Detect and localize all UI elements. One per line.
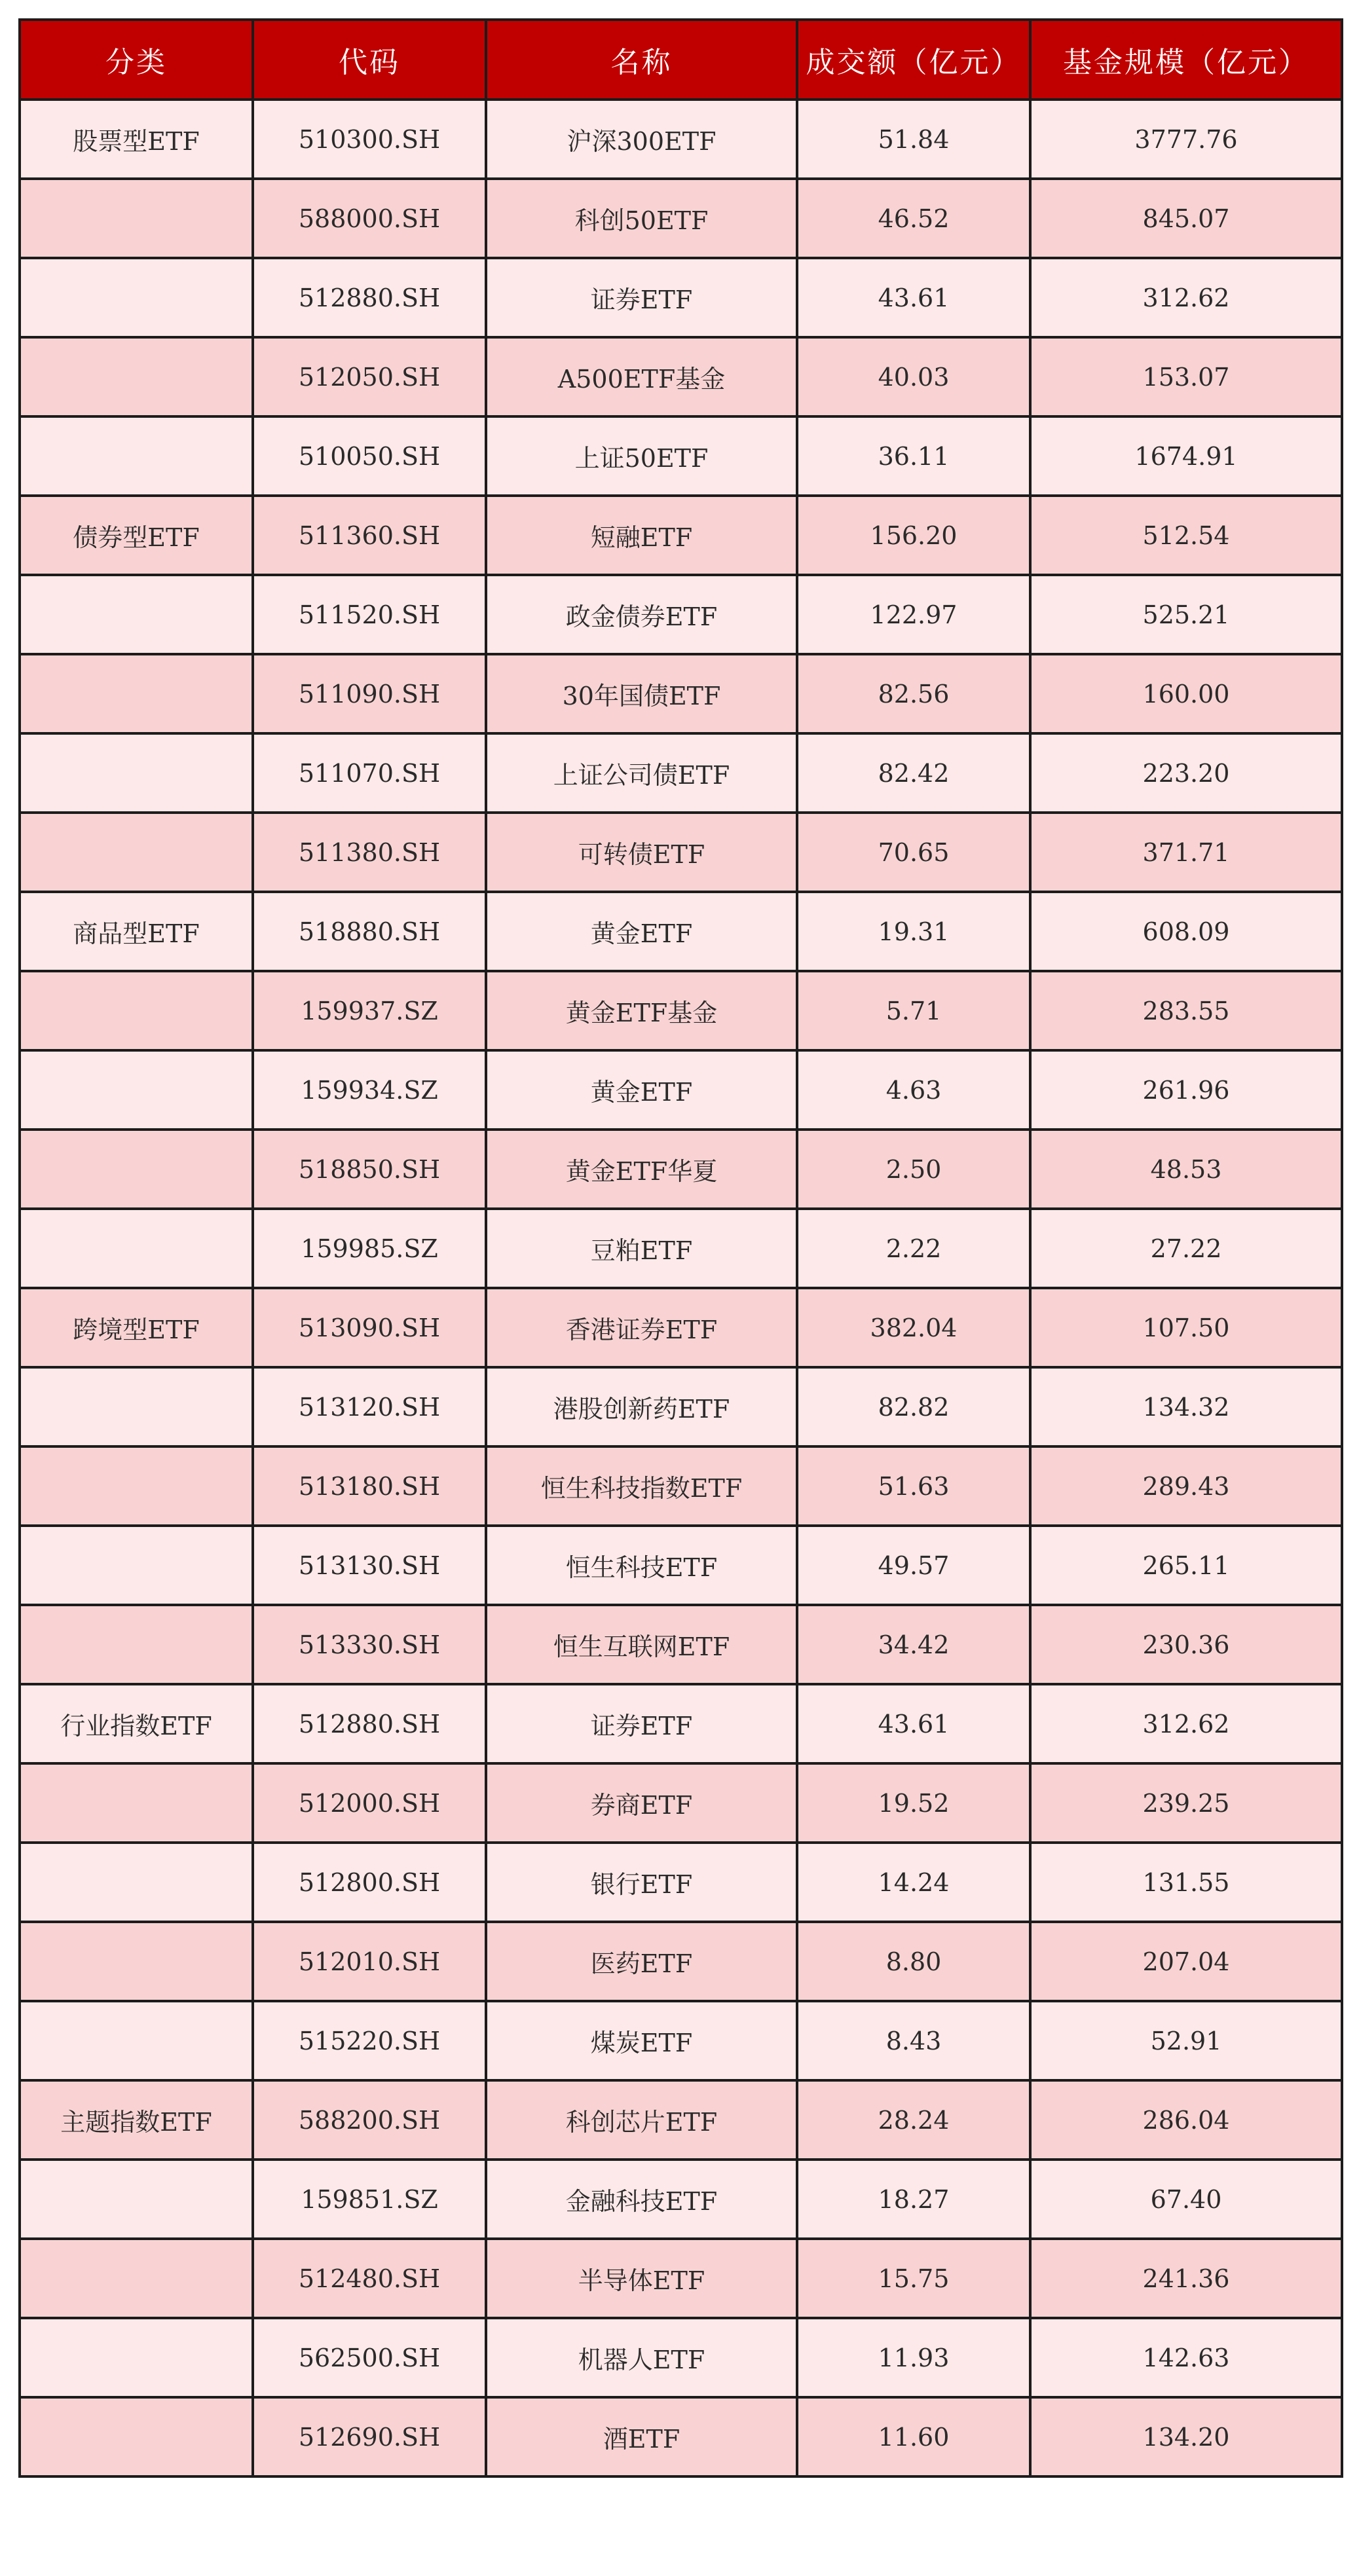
fund-size-cell: 107.50 [1030,1288,1342,1367]
name-cell: 银行ETF [486,1843,797,1922]
category-cell [20,416,253,496]
code-cell: 159934.SZ [253,1050,486,1130]
etf-table-container [18,18,1341,2478]
fund-size-cell: 845.07 [1030,179,1342,258]
fund-size-cell: 160.00 [1030,654,1342,733]
category-cell [20,1209,253,1288]
name-cell: 黄金ETF华夏 [486,1130,797,1209]
code-cell: 512010.SH [253,1922,486,2001]
table-row [20,1209,1342,1288]
turnover-cell: 51.84 [797,100,1030,179]
name-cell: 港股创新药ETF [486,1367,797,1446]
table-row [20,2160,1342,2239]
category-cell [20,813,253,892]
fund-size-cell: 241.36 [1030,2239,1342,2318]
code-cell: 511090.SH [253,654,486,733]
table-row [20,575,1342,654]
category-cell [20,2001,253,2080]
name-cell: 金融科技ETF [486,2160,797,2239]
turnover-cell: 15.75 [797,2239,1030,2318]
fund-size-cell: 608.09 [1030,892,1342,971]
table-body [20,100,1342,2476]
name-cell: 沪深300ETF [486,100,797,179]
fund-size-cell: 3777.76 [1030,100,1342,179]
table-row [20,654,1342,733]
code-cell: 513130.SH [253,1526,486,1605]
name-cell: 30年国债ETF [486,654,797,733]
category-cell [20,2318,253,2397]
category-cell [20,1526,253,1605]
table-row [20,1605,1342,1684]
code-cell: 512880.SH [253,1684,486,1763]
category-cell [20,1605,253,1684]
name-cell: 黄金ETF基金 [486,971,797,1050]
table-row [20,416,1342,496]
code-cell: 512800.SH [253,1843,486,1922]
table-row [20,2239,1342,2318]
turnover-cell: 34.42 [797,1605,1030,1684]
turnover-cell: 70.65 [797,813,1030,892]
turnover-cell: 46.52 [797,179,1030,258]
name-cell: A500ETF基金 [486,337,797,416]
name-cell: 科创芯片ETF [486,2080,797,2160]
name-cell: 半导体ETF [486,2239,797,2318]
table-row [20,1843,1342,1922]
turnover-cell: 51.63 [797,1446,1030,1526]
fund-size-cell: 27.22 [1030,1209,1342,1288]
category-cell [20,2160,253,2239]
turnover-cell: 11.60 [797,2397,1030,2476]
code-cell: 518880.SH [253,892,486,971]
table-row [20,1050,1342,1130]
category-cell [20,1763,253,1843]
fund-size-cell: 1674.91 [1030,416,1342,496]
fund-size-cell: 525.21 [1030,575,1342,654]
turnover-cell: 18.27 [797,2160,1030,2239]
name-cell: 恒生科技指数ETF [486,1446,797,1526]
table-row [20,971,1342,1050]
table-row [20,337,1342,416]
turnover-cell: 28.24 [797,2080,1030,2160]
table-header [20,20,1342,100]
code-cell: 513090.SH [253,1288,486,1367]
table-row [20,1288,1342,1367]
etf-ranking-table [18,18,1343,2478]
header-turnover: 成交额（亿元） [797,20,1030,100]
table-row [20,496,1342,575]
table-row [20,1922,1342,2001]
code-cell: 510050.SH [253,416,486,496]
turnover-cell: 40.03 [797,337,1030,416]
table-row [20,2080,1342,2160]
table-row [20,1684,1342,1763]
code-cell: 159985.SZ [253,1209,486,1288]
turnover-cell: 2.22 [797,1209,1030,1288]
table-row [20,892,1342,971]
code-cell: 513330.SH [253,1605,486,1684]
turnover-cell: 43.61 [797,1684,1030,1763]
category-cell [20,337,253,416]
turnover-cell: 43.61 [797,258,1030,337]
turnover-cell: 82.82 [797,1367,1030,1446]
name-cell: 香港证券ETF [486,1288,797,1367]
name-cell: 证券ETF [486,258,797,337]
table-row [20,1526,1342,1605]
fund-size-cell: 230.36 [1030,1605,1342,1684]
name-cell: 煤炭ETF [486,2001,797,2080]
code-cell: 512690.SH [253,2397,486,2476]
code-cell: 562500.SH [253,2318,486,2397]
code-cell: 159937.SZ [253,971,486,1050]
table-row [20,733,1342,813]
table-row [20,1446,1342,1526]
name-cell: 恒生互联网ETF [486,1605,797,1684]
table-row [20,2397,1342,2476]
code-cell: 511380.SH [253,813,486,892]
table-row [20,1130,1342,1209]
code-cell: 512050.SH [253,337,486,416]
category-cell [20,2397,253,2476]
fund-size-cell: 134.32 [1030,1367,1342,1446]
fund-size-cell: 289.43 [1030,1446,1342,1526]
category-cell [20,575,253,654]
name-cell: 证券ETF [486,1684,797,1763]
turnover-cell: 14.24 [797,1843,1030,1922]
fund-size-cell: 52.91 [1030,2001,1342,2080]
table-row [20,813,1342,892]
code-cell: 515220.SH [253,2001,486,2080]
code-cell: 513180.SH [253,1446,486,1526]
table-row [20,100,1342,179]
table-row [20,2318,1342,2397]
fund-size-cell: 371.71 [1030,813,1342,892]
code-cell: 511070.SH [253,733,486,813]
name-cell: 可转债ETF [486,813,797,892]
turnover-cell: 82.42 [797,733,1030,813]
code-cell: 510300.SH [253,100,486,179]
table-row [20,258,1342,337]
code-cell: 588000.SH [253,179,486,258]
category-cell [20,179,253,258]
turnover-cell: 5.71 [797,971,1030,1050]
name-cell: 黄金ETF [486,892,797,971]
header-code: 代码 [253,20,486,100]
name-cell: 黄金ETF [486,1050,797,1130]
turnover-cell: 19.52 [797,1763,1030,1843]
turnover-cell: 2.50 [797,1130,1030,1209]
name-cell: 上证50ETF [486,416,797,496]
category-cell [20,1367,253,1446]
turnover-cell: 11.93 [797,2318,1030,2397]
code-cell: 518850.SH [253,1130,486,1209]
category-cell [20,1446,253,1526]
fund-size-cell: 239.25 [1030,1763,1342,1843]
table-row [20,1763,1342,1843]
name-cell: 政金债券ETF [486,575,797,654]
category-cell [20,733,253,813]
turnover-cell: 36.11 [797,416,1030,496]
name-cell: 上证公司债ETF [486,733,797,813]
code-cell: 511520.SH [253,575,486,654]
category-cell [20,1130,253,1209]
category-cell: 主题指数ETF [20,2080,253,2160]
category-cell: 行业指数ETF [20,1684,253,1763]
category-cell [20,1050,253,1130]
category-cell [20,1843,253,1922]
category-cell: 商品型ETF [20,892,253,971]
header-name: 名称 [486,20,797,100]
turnover-cell: 82.56 [797,654,1030,733]
turnover-cell: 4.63 [797,1050,1030,1130]
code-cell: 588200.SH [253,2080,486,2160]
name-cell: 短融ETF [486,496,797,575]
code-cell: 513120.SH [253,1367,486,1446]
fund-size-cell: 153.07 [1030,337,1342,416]
header-fund-size: 基金规模（亿元） [1030,20,1342,100]
turnover-cell: 8.43 [797,2001,1030,2080]
name-cell: 恒生科技ETF [486,1526,797,1605]
fund-size-cell: 223.20 [1030,733,1342,813]
category-cell [20,2239,253,2318]
fund-size-cell: 142.63 [1030,2318,1342,2397]
name-cell: 医药ETF [486,1922,797,2001]
turnover-cell: 382.04 [797,1288,1030,1367]
name-cell: 酒ETF [486,2397,797,2476]
category-cell [20,971,253,1050]
category-cell [20,1922,253,2001]
category-cell: 债券型ETF [20,496,253,575]
fund-size-cell: 207.04 [1030,1922,1342,2001]
name-cell: 券商ETF [486,1763,797,1843]
turnover-cell: 19.31 [797,892,1030,971]
code-cell: 512880.SH [253,258,486,337]
code-cell: 511360.SH [253,496,486,575]
header-category: 分类 [20,20,253,100]
code-cell: 512480.SH [253,2239,486,2318]
name-cell: 科创50ETF [486,179,797,258]
fund-size-cell: 131.55 [1030,1843,1342,1922]
turnover-cell: 8.80 [797,1922,1030,2001]
turnover-cell: 122.97 [797,575,1030,654]
code-cell: 512000.SH [253,1763,486,1843]
fund-size-cell: 283.55 [1030,971,1342,1050]
fund-size-cell: 134.20 [1030,2397,1342,2476]
fund-size-cell: 512.54 [1030,496,1342,575]
table-row [20,1367,1342,1446]
name-cell: 豆粕ETF [486,1209,797,1288]
category-cell: 跨境型ETF [20,1288,253,1367]
turnover-cell: 156.20 [797,496,1030,575]
category-cell [20,654,253,733]
fund-size-cell: 312.62 [1030,258,1342,337]
fund-size-cell: 48.53 [1030,1130,1342,1209]
fund-size-cell: 312.62 [1030,1684,1342,1763]
header-row [20,20,1342,100]
fund-size-cell: 265.11 [1030,1526,1342,1605]
category-cell: 股票型ETF [20,100,253,179]
fund-size-cell: 286.04 [1030,2080,1342,2160]
name-cell: 机器人ETF [486,2318,797,2397]
code-cell: 159851.SZ [253,2160,486,2239]
fund-size-cell: 67.40 [1030,2160,1342,2239]
category-cell [20,258,253,337]
table-row [20,179,1342,258]
turnover-cell: 49.57 [797,1526,1030,1605]
table-row [20,2001,1342,2080]
fund-size-cell: 261.96 [1030,1050,1342,1130]
